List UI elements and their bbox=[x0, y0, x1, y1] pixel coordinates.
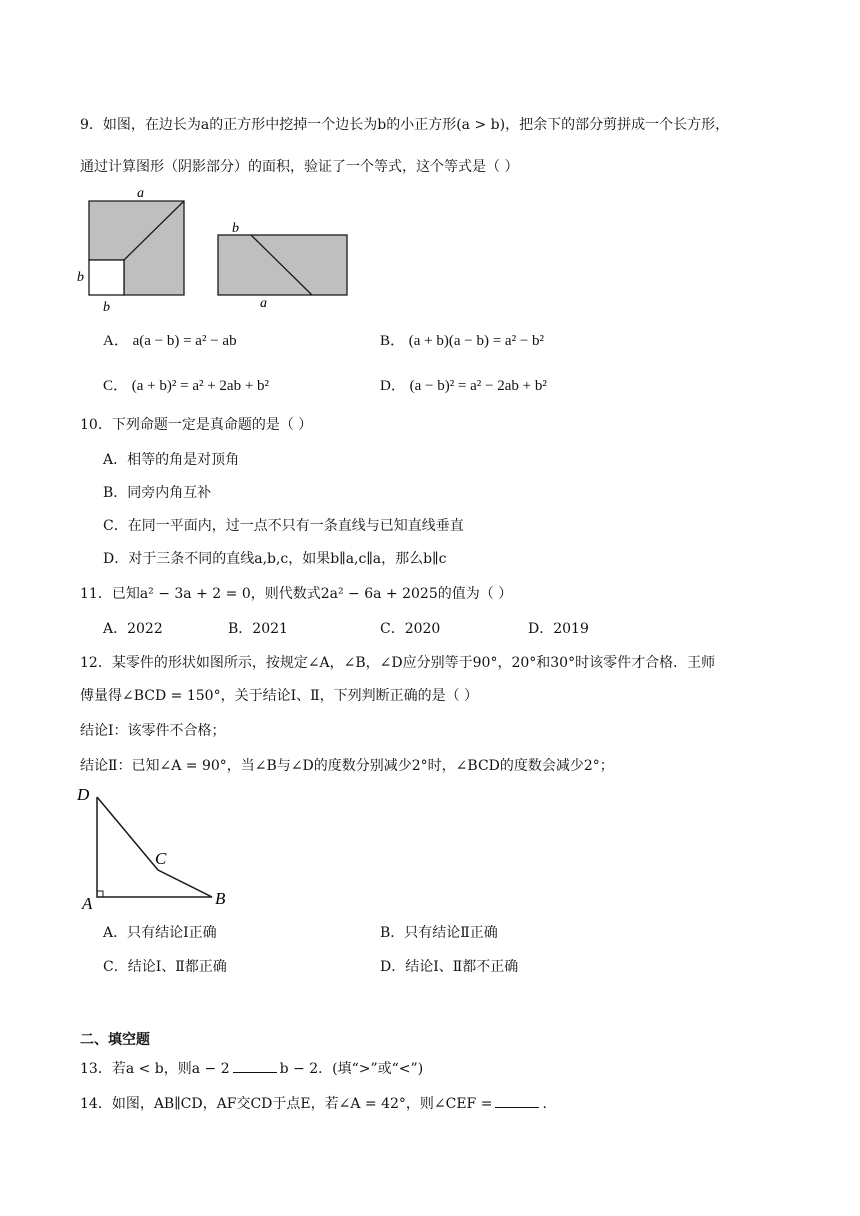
q14-stem bbox=[80, 1093, 547, 1114]
q11-option-c[interactable]: C．2020 bbox=[380, 621, 441, 637]
q9-figure bbox=[75, 185, 365, 315]
q10-option-c[interactable]: C．在同一平面内，过一点不只有一条直线与已知直线垂直 bbox=[103, 518, 464, 534]
q10-stem: 10．下列命题一定是真命题的是（ ） bbox=[80, 417, 313, 433]
q12-right-angle-mark bbox=[97, 891, 103, 897]
q9-label-b-bottom: b bbox=[103, 300, 110, 315]
q14-stem-post: . bbox=[542, 1096, 547, 1112]
q9-stem-line1: 9．如图，在边长为a的正方形中挖掉一个边长为b的小正方形(a > b)，把余下的部分剪拼成一个长方形， bbox=[80, 117, 730, 133]
q9-option-b[interactable]: B． (a + b)(a − b) = a² − b² bbox=[380, 333, 545, 349]
q12-option-c[interactable]: C．结论Ⅰ、Ⅱ都正确 bbox=[103, 959, 227, 975]
q11-stem: 11．已知a² − 3a + 2 = 0，则代数式2a² − 6a + 2025的值为（ ） bbox=[80, 586, 513, 602]
q9-small-square bbox=[89, 260, 124, 295]
q11-option-b[interactable]: B．2021 bbox=[228, 621, 288, 637]
q9-option-d[interactable]: D． (a − b)² = a² − 2ab + b² bbox=[380, 378, 547, 394]
q14-answer-blank[interactable] bbox=[495, 1093, 539, 1108]
q13-answer-blank[interactable] bbox=[233, 1058, 277, 1073]
q13-stem-pre: 13．若a < b，则a − 2 bbox=[80, 1061, 230, 1077]
q12-option-b[interactable]: B．只有结论Ⅱ正确 bbox=[380, 925, 498, 941]
q9-stem-line2: 通过计算图形（阴影部分）的面积，验证了一个等式，这个等式是（ ） bbox=[80, 159, 519, 175]
q9-label-a-rect: a bbox=[260, 296, 267, 311]
q12-label-a: A bbox=[82, 894, 93, 913]
q12-figure bbox=[75, 780, 245, 915]
q12-stem-line1: 12．某零件的形状如图所示，按规定∠A，∠B，∠D应分别等于90°，20°和30°时该零件才合格．王师 bbox=[80, 655, 716, 671]
q13-stem-post: b − 2．(填“>”或“<”) bbox=[279, 1061, 424, 1077]
q9-option-c[interactable]: C． (a + b)² = a² + 2ab + b² bbox=[103, 378, 270, 394]
q12-option-a[interactable]: A．只有结论Ⅰ正确 bbox=[103, 925, 217, 941]
q12-conclusion-1: 结论Ⅰ：该零件不合格； bbox=[80, 723, 226, 739]
q10-option-d[interactable]: D．对于三条不同的直线a,b,c，如果b∥a,c∥a，那么b∥c bbox=[103, 551, 447, 567]
q12-label-c: C bbox=[155, 849, 167, 868]
q12-conclusion-2: 结论Ⅱ：已知∠A = 90°，当∠B与∠D的度数分别减少2°时，∠BCD的度数会减少2°； bbox=[80, 758, 614, 774]
q11-option-d[interactable]: D．2019 bbox=[528, 621, 589, 637]
q11-option-a[interactable]: A．2022 bbox=[103, 621, 163, 637]
q9-label-b-left: b bbox=[77, 270, 84, 285]
q12-label-b: B bbox=[215, 889, 226, 908]
section-title-fill-in: 二、填空题 bbox=[80, 1032, 150, 1048]
q9-shaded-rectangle bbox=[218, 235, 347, 295]
q10-option-b[interactable]: B．同旁内角互补 bbox=[103, 485, 212, 501]
q12-option-d[interactable]: D．结论Ⅰ、Ⅱ都不正确 bbox=[380, 959, 519, 975]
q12-stem-line2: 傅量得∠BCD = 150°，关于结论Ⅰ、Ⅱ，下列判断正确的是（ ） bbox=[80, 688, 479, 704]
q9-label-b-rect: b bbox=[232, 221, 239, 236]
q9-label-a-top: a bbox=[137, 186, 144, 201]
q10-option-a[interactable]: A．相等的角是对顶角 bbox=[103, 452, 240, 468]
q12-label-d: D bbox=[77, 785, 90, 804]
q9-option-a[interactable]: A． a(a − b) = a² − ab bbox=[103, 333, 237, 349]
q13-stem bbox=[80, 1058, 423, 1079]
q12-part-outline bbox=[97, 797, 212, 897]
q14-stem-pre: 14．如图，AB∥CD，AF交CD于点E，若∠A = 42°，则∠CEF = bbox=[80, 1096, 493, 1112]
